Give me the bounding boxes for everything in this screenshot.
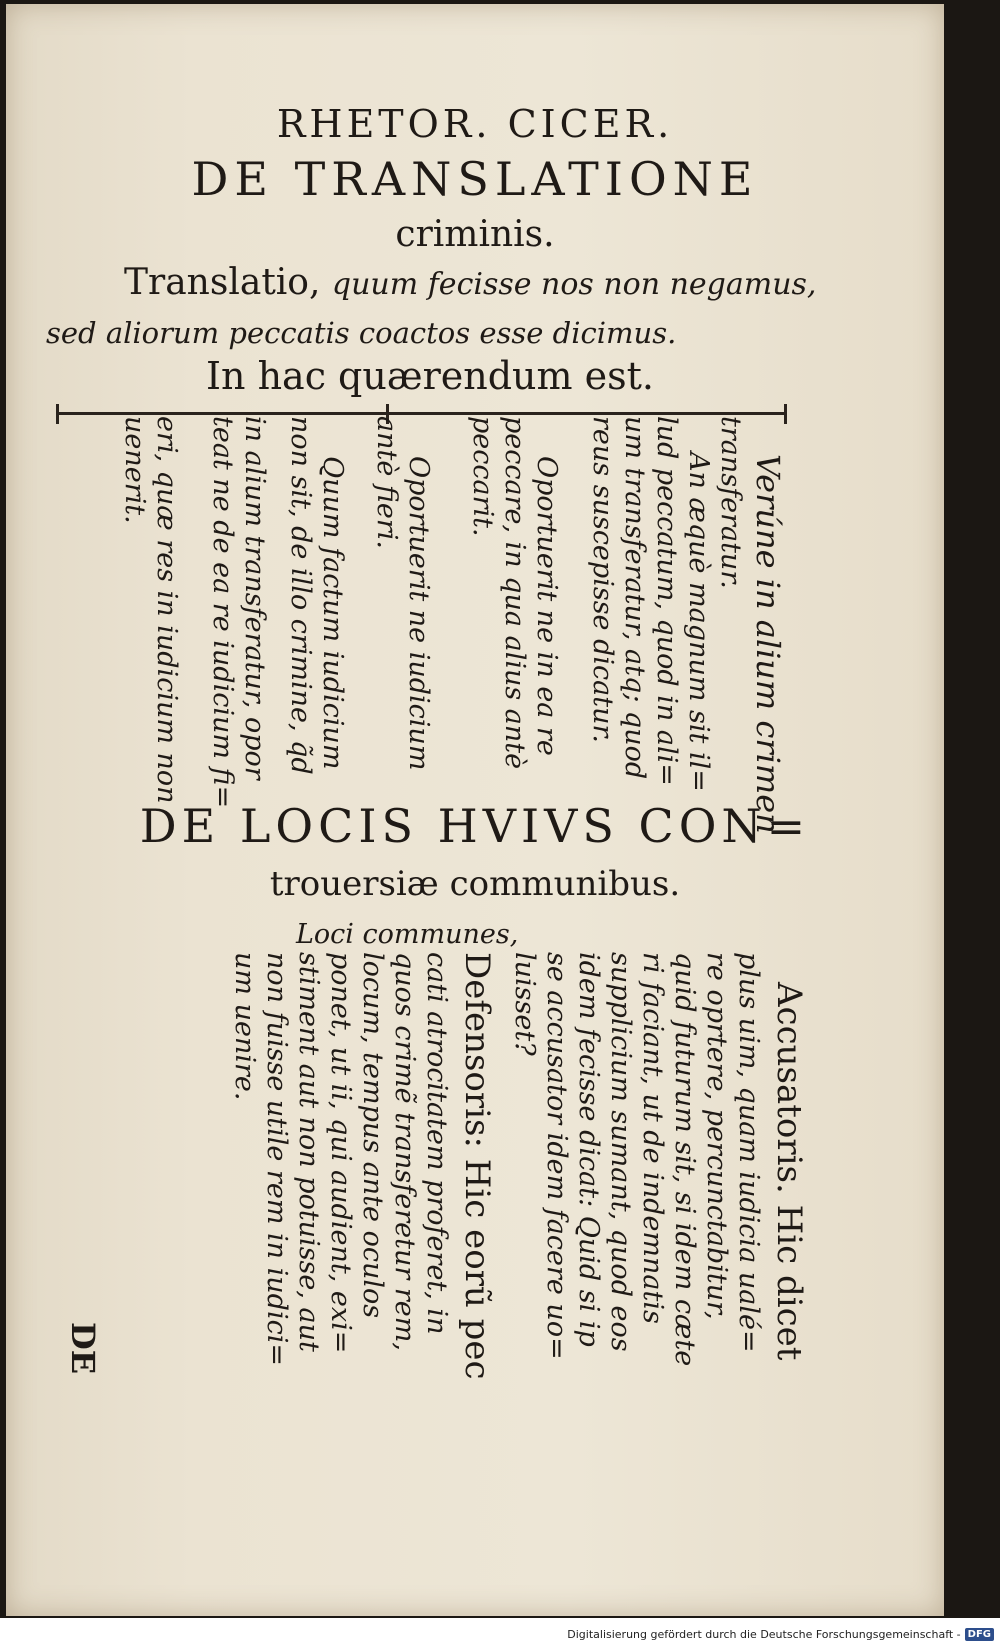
digitization-note: Digitalisierung gefördert durch die Deutsche Forschungsgemeinschaft - [567, 1628, 961, 1641]
vertical-line: supplicium sumant, quod eos [605, 952, 636, 1352]
loci-communes-text: Loci communes, [296, 919, 519, 950]
vertical-line: locum, tempus ante oculos [357, 952, 388, 1319]
vertical-line: uenerit. [119, 416, 150, 524]
loci-communes-label [296, 919, 518, 950]
running-head: RHETOR. CICER. [276, 102, 674, 146]
vertical-line: Verúne in alium crimen [749, 454, 787, 834]
vertical-line: lud peccatum, quod in ali= [651, 416, 682, 786]
brace-tick [56, 404, 59, 424]
vertical-line: re oprtere, percunctabitur, [701, 952, 732, 1320]
vertical-line: antè fieri. [371, 416, 402, 550]
vertical-line: quid futurum sit, si idem cæte [669, 952, 700, 1367]
dfg-logo-icon: DFG [965, 1628, 994, 1641]
vertical-line: stiment aut non potuisse, aut [293, 952, 324, 1352]
section-title-cont: criminis. [395, 214, 555, 255]
vertical-line: in alium transferatur, opor [239, 416, 270, 780]
vertical-line: transferatur. [715, 416, 746, 589]
vertical-line: cati atrocitatem proferet, in [421, 952, 452, 1335]
vertical-line: quos crimẽ transferetur rem, [389, 952, 420, 1351]
vertical-line: peccarit. [467, 416, 498, 537]
definition-line-1 [124, 262, 816, 303]
vertical-line: ri faciant, ut de indemnatis [637, 952, 668, 1324]
vertical-line: Defensoris: Hic eorũ pec [457, 952, 497, 1380]
vertical-line: um transferatur, atq; quod [619, 416, 650, 780]
digitization-credit [567, 1628, 994, 1641]
vertical-line: se accusator idem facere uo= [541, 952, 572, 1360]
vertical-line: eri, quæ res in iudicium non [151, 416, 182, 804]
vertical-line: reus suscepisse dicatur. [587, 416, 618, 744]
vertical-line: An æquè magnum sit il= [683, 452, 714, 792]
footer-strip [0, 1618, 1000, 1650]
brace-line [56, 412, 786, 415]
brace-tick [784, 404, 787, 424]
definition-rest: quum fecisse nos non negamus, [331, 267, 817, 302]
definition-line-2: sed aliorum peccatis coactos esse dicimus. [46, 316, 677, 350]
vertical-line: um uenire. [229, 952, 260, 1101]
vertical-line: non fuisse utile rem in iudici= [261, 952, 292, 1366]
definition-line-3: In hac quærendum est. [206, 354, 654, 398]
loci-heading: DE LOCIS HVIVS CON= [139, 799, 811, 853]
definition-lead: Translatio, [124, 262, 321, 303]
vertical-line: ponet, ut ii, qui audient, exi= [325, 952, 356, 1354]
vertical-line: Quum factum iudicium [317, 456, 348, 770]
vertical-line: Oportuerit ne iudicium [403, 456, 434, 771]
vertical-line: peccare, in qua alius antè [499, 416, 530, 770]
vertical-line: Accusatoris. Hic dicet [769, 982, 809, 1361]
section-title: DE TRANSLATIONE [191, 152, 759, 206]
vertical-line: plus uim, quam iudicia ualé= [733, 952, 764, 1353]
vertical-line: luisset? [509, 952, 540, 1056]
vertical-line: Oportuerit ne in ea re [531, 456, 562, 756]
vertical-line: teat ne de ea re iudicium fi= [207, 416, 238, 809]
vertical-line: idem fecisse dicat: Quid si ip [573, 952, 604, 1347]
loci-heading-cont: trouersiæ communibus. [269, 864, 681, 904]
book-page [6, 4, 944, 1616]
catchword: DE [64, 1322, 102, 1375]
vertical-line: non sit, de illo crimine, q̃d [285, 416, 316, 775]
